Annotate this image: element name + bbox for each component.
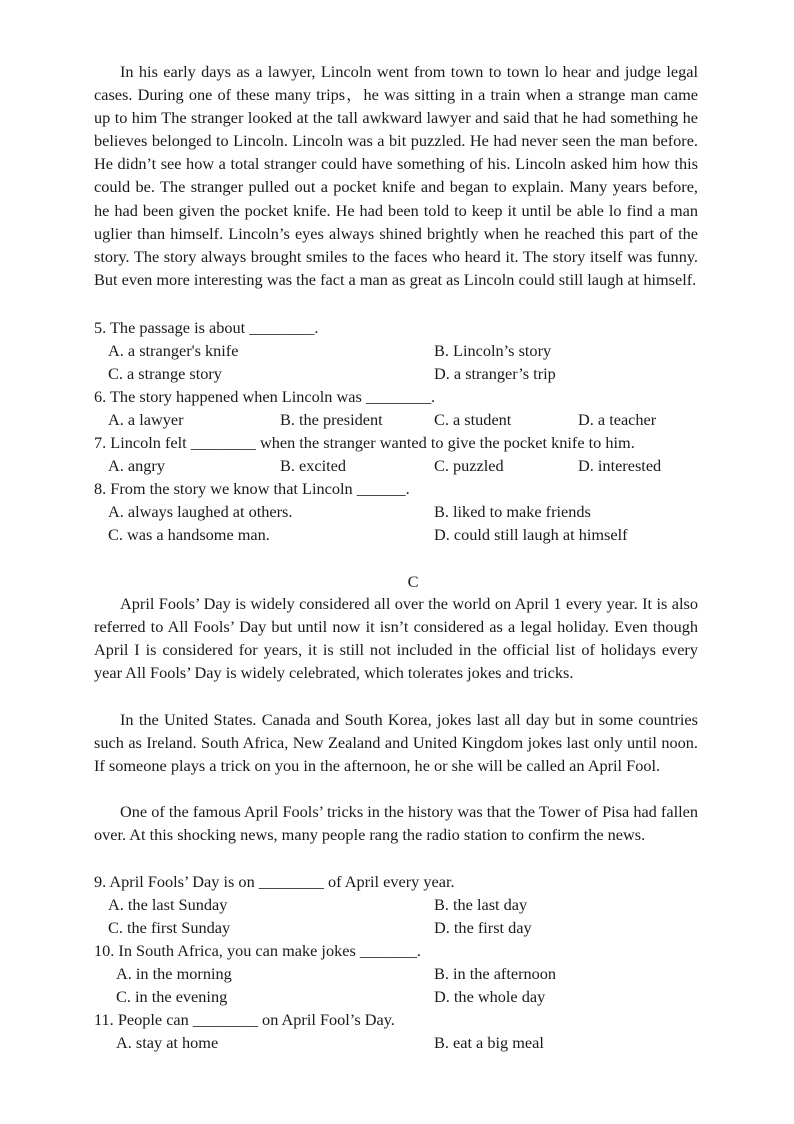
question-10-stem: 10. In South Africa, you can make jokes _______. [94, 941, 421, 960]
question-11-option-b: B. eat a big meal [434, 1033, 544, 1052]
question-8-option-d: D. could still laugh at himself [434, 525, 628, 544]
question-5-stem: 5. The passage is about ________. [94, 318, 319, 337]
question-11-option-a: A. stay at home [116, 1033, 219, 1052]
question-9-option-b: B. the last day [434, 895, 528, 914]
question-5-option-b: B. Lincoln’s story [434, 341, 552, 360]
question-10-option-b: B. in the afternoon [434, 964, 557, 983]
question-7-stem: 7. Lincoln felt ________ when the stranger wanted to give the pocket knife to him. [94, 433, 635, 452]
question-6-option-a: A. a lawyer [108, 410, 184, 429]
question-7-option-a: A. angry [108, 456, 165, 475]
section-c-paragraph-1: April Fools’ Day is widely considered all over the world on April 1 every year. It is also referred to All Fools’ Day but until now it isn’t considered as a legal holiday. Even though April I is considered for years, it is still not included in the official list of holidays every year All Fools’ Day is widely celebrated, which tolerates jokes and tricks. [94, 594, 698, 683]
section-c-paragraph-2: In the United States. Canada and South Korea, jokes last all day but in some countries such as Ireland. South Africa, New Zealand and United Kingdom jokes last only until noon. If someone plays a trick on you in the afternoon, he or she will be called an April Fool. [94, 710, 698, 776]
question-7-option-d: D. interested [578, 456, 662, 475]
question-5-option-d: D. a stranger’s trip [434, 364, 556, 383]
section-c-heading: C [407, 572, 419, 591]
question-6-stem: 6. The story happened when Lincoln was ________. [94, 387, 436, 406]
question-10-option-a: A. in the morning [116, 964, 232, 983]
section-c-paragraph-3: One of the famous April Fools’ tricks in the history was that the Tower of Pisa had fallen over. At this shocking news, many people rang the radio station to confirm the news. [94, 802, 698, 845]
question-6-option-c: C. a student [434, 410, 512, 429]
question-6-option-d: D. a teacher [578, 410, 657, 429]
question-7-option-b: B. excited [280, 456, 347, 475]
passage-b-paragraph: In his early days as a lawyer, Lincoln went from town to town lo hear and judge legal cases. During one of these many trips，he was sitting in a train when a strange man came up to him The stranger looked at the tall awkward lawyer and said that he had something he believes belonged to Lincoln. Lincoln was a bit puzzled. He had never seen the man before. He didn’t see how a total stranger could have something of his. Lincoln asked him how this could be. The stranger pulled out a pocket knife and began to explain. Many years before, he had been given the pocket knife. He had been told to keep it until be able lo find a man uglier than himself. Lincoln’s eyes always shined brightly when he reached this part of the story. The story always brought smiles to the faces who heard it. The story itself was funny. But even more interesting was the fact a man as great as Lincoln could still laugh at himself. [94, 62, 698, 289]
question-6-option-b: B. the president [280, 410, 383, 429]
question-5-option-c: C. a strange story [108, 364, 222, 383]
question-9-option-c: C. the first Sunday [108, 918, 231, 937]
question-8-stem: 8. From the story we know that Lincoln ______. [94, 479, 410, 498]
question-9-stem: 9. April Fools’ Day is on ________ of April every year. [94, 872, 455, 891]
question-11-stem: 11. People can ________ on April Fool’s Day. [94, 1010, 395, 1029]
question-10-option-c: C. in the evening [116, 987, 228, 1006]
question-9-option-d: D. the first day [434, 918, 532, 937]
question-8-option-b: B. liked to make friends [434, 502, 591, 521]
question-10-option-d: D. the whole day [434, 987, 546, 1006]
question-9-option-a: A. the last Sunday [108, 895, 228, 914]
question-5-option-a: A. a stranger's knife [108, 341, 239, 360]
question-7-option-c: C. puzzled [434, 456, 504, 475]
question-8-option-a: A. always laughed at others. [108, 502, 293, 521]
question-8-option-c: C. was a handsome man. [108, 525, 270, 544]
